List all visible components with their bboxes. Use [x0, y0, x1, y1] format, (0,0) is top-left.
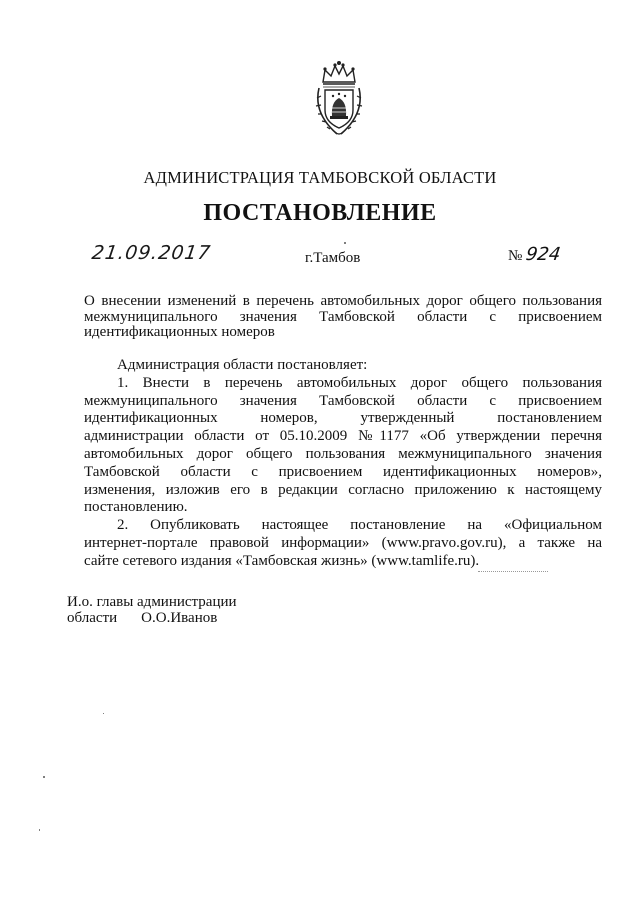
body-item1-line: постановлению. — [84, 499, 188, 516]
number-value: 924 — [524, 244, 563, 265]
body-item1-line: автомобильных дорог общего пользования межмуниципального значения — [84, 445, 602, 462]
body-item1-line: Тамбовской области с присвоением идентификационных номеров», — [84, 463, 602, 480]
scan-speck — [43, 776, 45, 778]
body-item1-line: идентификационных номеров, утвержденный постановлением — [84, 410, 602, 427]
body-item1-line: межмуниципального значения Тамбовской области с присвоением — [84, 392, 602, 409]
document-number — [508, 244, 561, 265]
signatory-name: О.О.Иванов — [141, 610, 218, 626]
signature-position-line2 — [67, 610, 237, 626]
subject-line: межмуниципального значения Тамбовской области с присвоением — [84, 308, 602, 325]
body-item2-line: сайте сетевого издания «Тамбовская жизнь» (www.tamlife.ru). — [84, 552, 480, 569]
body-item1-line: администрации области от 05.10.2009 №1177 «Об утверждении перечня — [84, 428, 602, 445]
coat-of-arms-icon — [313, 58, 365, 138]
body-item2-line: интернет-портале правовой информации» (www.pravo.gov.ru), а также на — [84, 534, 602, 551]
document-city: г.Тамбов — [305, 250, 361, 266]
document-subject — [84, 294, 602, 341]
body-item1-line: изменения, изложив его в редакции согласно приложению к настоящему — [84, 481, 602, 498]
body-item2-line: 2. Опубликовать настоящее постановление на «Официальном — [117, 517, 602, 534]
document-body — [84, 357, 602, 571]
subject-line: О внесении изменений в перечень автомобильных дорог общего пользования — [84, 293, 602, 309]
subject-line: идентификационных номеров — [84, 324, 275, 340]
dotted-rule — [478, 571, 548, 572]
organization-name: АДМИНИСТРАЦИЯ ТАМБОВСКОЙ ОБЛАСТИ — [143, 168, 497, 187]
scan-speck — [103, 713, 104, 714]
scan-speck — [39, 829, 40, 831]
scan-speck — [344, 242, 346, 244]
signature-position-word: области — [67, 610, 118, 626]
signature-block — [67, 594, 237, 626]
body-item1-line: 1. Внести в перечень автомобильных дорог общего пользования — [117, 374, 602, 391]
signature-position: И.о. главы администрации — [67, 594, 237, 610]
document-title: ПОСТАНОВЛЕНИЕ — [203, 200, 437, 226]
document-date: 21.09.2017 — [90, 242, 213, 264]
body-intro: Администрация области постановляет: — [117, 357, 368, 373]
number-prefix: № — [508, 248, 523, 264]
